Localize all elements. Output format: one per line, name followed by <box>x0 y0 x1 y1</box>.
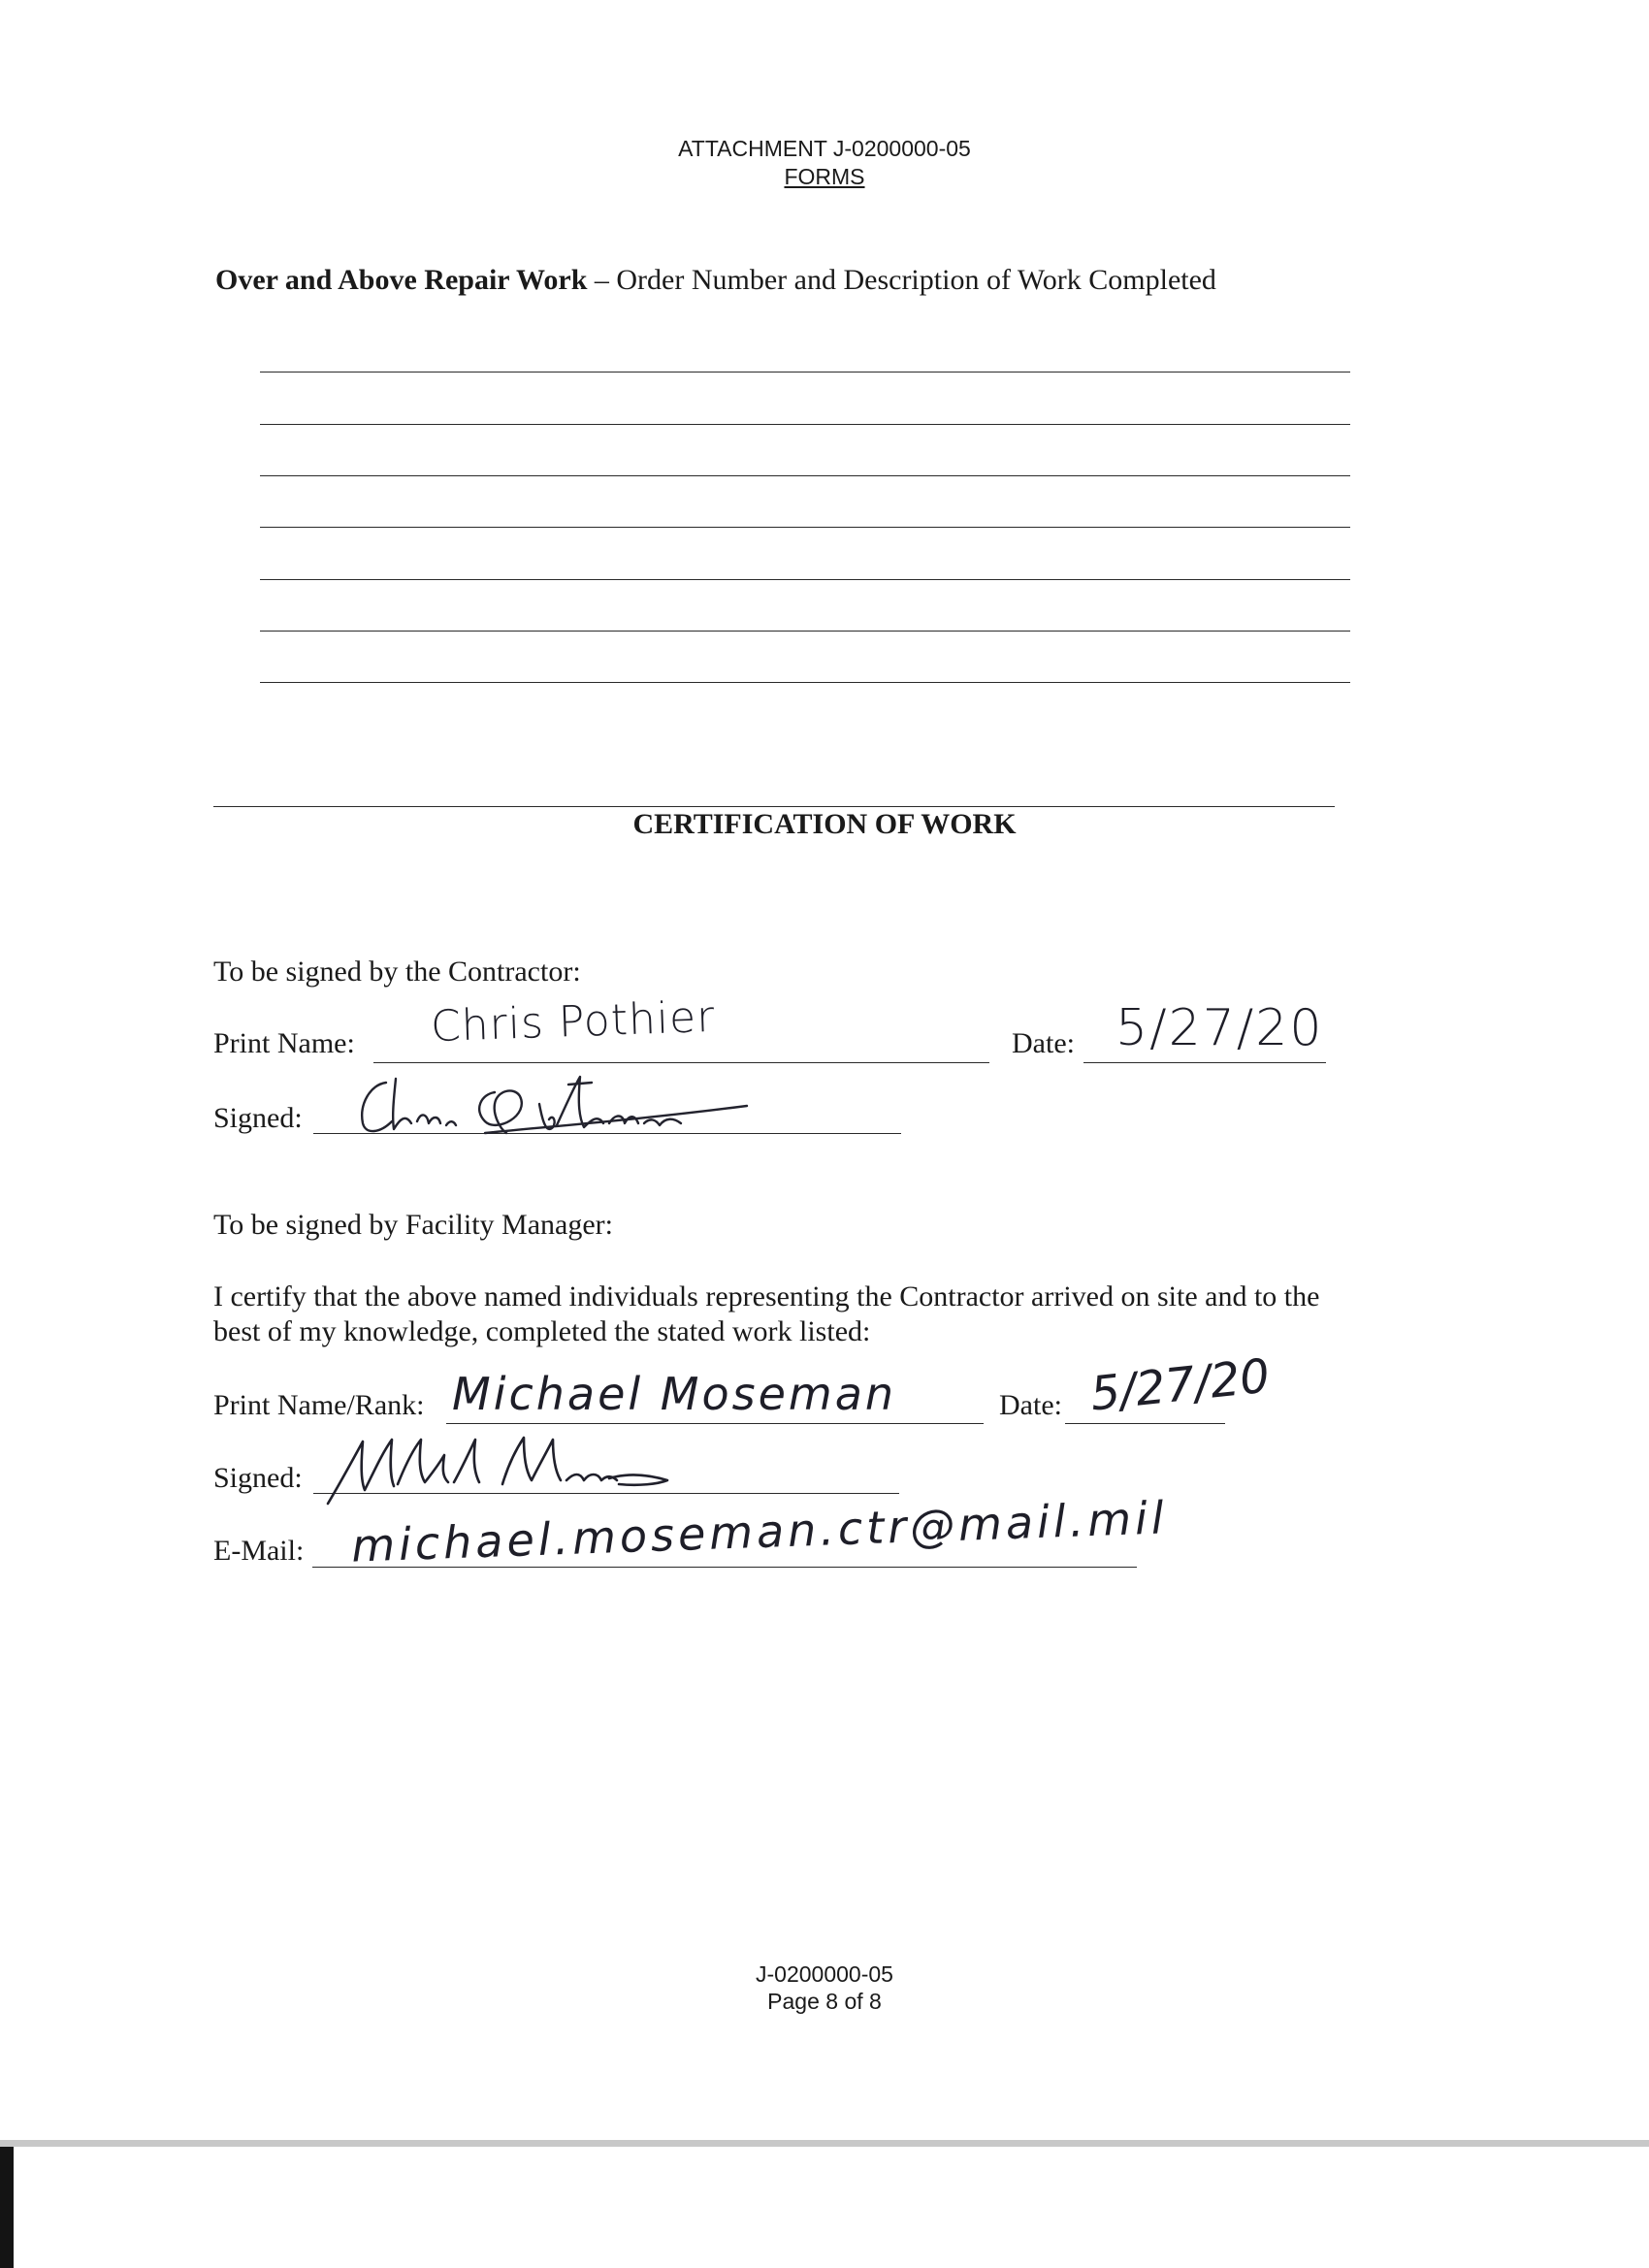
contractor-date-line <box>1083 1062 1326 1063</box>
contractor-print-name-label: Print Name: <box>213 1027 355 1059</box>
facility-email-label: E-Mail: <box>213 1535 305 1567</box>
facility-print-name-value: Michael Moseman <box>452 1368 897 1420</box>
facility-statement-line-1: I certify that the above named individuals representing the Contractor arrived on site and to the <box>213 1280 1320 1312</box>
facility-signature <box>318 1426 755 1513</box>
facility-date-label: Date: <box>999 1389 1062 1421</box>
facility-statement-line-2: best of my knowledge, completed the stated work listed: <box>213 1315 871 1347</box>
section-divider <box>213 806 1335 807</box>
contractor-date-value: 5/27/20 <box>1116 999 1324 1057</box>
description-line-7 <box>260 682 1350 683</box>
facility-date-line <box>1065 1423 1225 1424</box>
description-line-4 <box>260 527 1350 528</box>
contractor-signature-graphic <box>349 1065 786 1143</box>
contractor-date-label: Date: <box>1012 1027 1075 1059</box>
contractor-print-name-value: Chris Pothier <box>430 991 717 1053</box>
certification-title: CERTIFICATION OF WORK <box>632 808 1017 840</box>
facility-signed-label: Signed: <box>213 1462 303 1494</box>
description-line-3 <box>260 475 1350 476</box>
facility-intro: To be signed by Facility Manager: <box>213 1209 613 1241</box>
description-line-6 <box>260 631 1350 632</box>
contractor-signed-label: Signed: <box>213 1102 303 1134</box>
contractor-print-name-line <box>373 1062 989 1063</box>
contractor-signature <box>349 1065 786 1143</box>
facility-signature-graphic <box>318 1426 755 1513</box>
repair-work-heading-bold: Over and Above Repair Work <box>215 264 588 296</box>
repair-work-heading <box>215 264 1216 297</box>
repair-work-heading-rest: – Order Number and Description of Work Completed <box>587 264 1216 296</box>
facility-print-name-label: Print Name/Rank: <box>213 1389 425 1421</box>
footer-doc-id: J-0200000-05 <box>756 1961 893 1987</box>
description-line-5 <box>260 579 1350 580</box>
description-line-1 <box>260 372 1350 373</box>
facility-email-value: michael.moseman.ctr@mail.mil <box>350 1491 1169 1572</box>
scan-edge-margin <box>14 2147 1649 2268</box>
forms-title: FORMS <box>784 164 865 189</box>
facility-print-name-line <box>446 1423 984 1424</box>
attachment-title: ATTACHMENT J-0200000-05 <box>678 136 971 161</box>
description-line-2 <box>260 424 1350 425</box>
contractor-intro: To be signed by the Contractor: <box>213 956 581 988</box>
footer-page-number: Page 8 of 8 <box>767 1989 882 2014</box>
facility-date-value: 5/27/20 <box>1087 1348 1273 1422</box>
